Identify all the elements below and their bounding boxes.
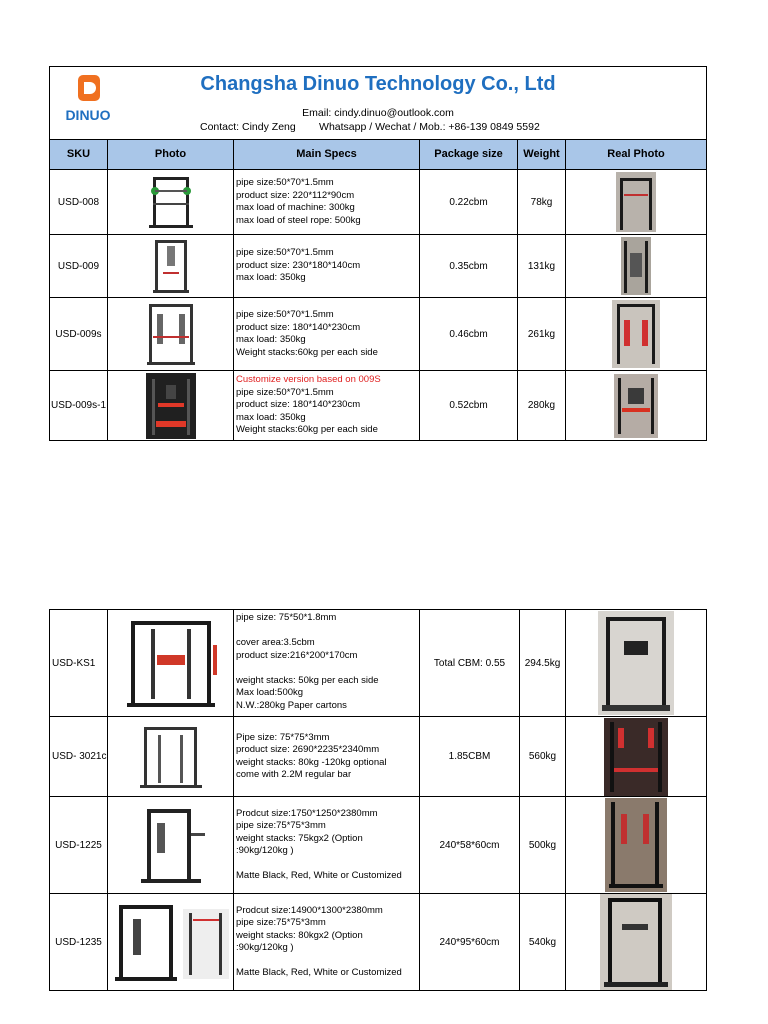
- sku-cell: USD-1225: [50, 797, 108, 893]
- table-header: [50, 139, 706, 170]
- weight-cell: 131kg: [518, 235, 566, 297]
- spec-line: product size:216*200*170cm: [236, 649, 358, 661]
- custom-version-note: Customize version based on 009S: [236, 374, 381, 386]
- package-size-cell: 240*95*60cm: [420, 894, 520, 990]
- product-photo: [108, 371, 234, 440]
- table-row: [50, 610, 706, 717]
- spec-line: max load of machine: 300kg: [236, 202, 355, 213]
- main-specs: [234, 797, 420, 893]
- spec-line: cover area:3.5cbm: [236, 637, 315, 648]
- weight-cell: 500kg: [520, 797, 566, 893]
- sku-cell: USD-008: [50, 170, 108, 234]
- table-row: [50, 797, 706, 894]
- spec-line: :90kg/120kg ): [236, 942, 294, 953]
- spec-line: weight stacks: 80kg -120kg optional: [236, 756, 387, 768]
- real-photo: [566, 235, 706, 297]
- spec-line: Matte Black, Red, White or Customized: [236, 967, 402, 978]
- col-package-size: Package size: [420, 140, 518, 169]
- spec-line: weight stacks: 50kg per each side: [236, 674, 379, 686]
- table-row: [50, 170, 706, 235]
- package-size-cell: 0.22cbm: [420, 170, 518, 234]
- spec-line: product size: 2690*2235*2340mm: [236, 744, 380, 755]
- product-photo: [108, 894, 234, 990]
- spec-line: Max load:500kg: [236, 687, 304, 698]
- spec-line: pipe size:50*70*1.5mm: [236, 309, 334, 320]
- main-specs: [234, 298, 420, 370]
- col-photo: Photo: [108, 140, 234, 169]
- sku-cell: USD-009s: [50, 298, 108, 370]
- spec-line: max load: 350kg: [236, 334, 306, 345]
- package-size-cell: 0.52cbm: [420, 371, 518, 440]
- table-row: [50, 717, 706, 797]
- product-photo: [108, 235, 234, 297]
- sku-cell: USD-1235: [50, 894, 108, 990]
- real-photo: [566, 170, 706, 234]
- package-size-cell: Total CBM: 0.55: [420, 610, 520, 716]
- weight-cell: 78kg: [518, 170, 566, 234]
- real-photo: [566, 371, 706, 440]
- spec-line: pipe size:75*75*3mm: [236, 917, 326, 928]
- real-photo: [566, 610, 706, 716]
- sku-cell: USD-KS1: [50, 610, 108, 716]
- spec-line: come with 2.2M regular bar: [236, 769, 352, 780]
- spec-line: pipe size:50*70*1.5mm: [236, 177, 334, 188]
- table-row: [50, 894, 706, 990]
- main-specs: [234, 170, 420, 234]
- spec-line: product size: 230*180*140cm: [236, 259, 361, 271]
- real-photo: [566, 298, 706, 370]
- spec-line: pipe size:50*70*1.5mm: [236, 247, 334, 259]
- spec-line: Matte Black, Red, White or Customized: [236, 870, 402, 881]
- real-photo: [566, 894, 706, 990]
- spec-line: :90kg/120kg ): [236, 845, 294, 856]
- spec-line: product size: 180*140*230cm: [236, 399, 361, 411]
- col-sku: SKU: [50, 140, 108, 169]
- spec-line: max load: 350kg: [236, 272, 306, 284]
- sku-cell: USD-009: [50, 235, 108, 297]
- logo-text: DINUO: [65, 107, 111, 123]
- package-size-cell: 0.46cbm: [420, 298, 518, 370]
- contact-line: Contact: Cindy Zeng Whatsapp / Wechat / Mob.: +86-139 0849 5592: [200, 121, 540, 133]
- spec-line: [236, 662, 379, 675]
- spec-line: max load of steel rope: 500kg: [236, 214, 361, 226]
- spec-line: Weight stacks:60kg per each side: [236, 346, 378, 358]
- main-specs: [234, 235, 420, 297]
- spec-line: Prodcut size:1750*1250*2380mm: [236, 807, 378, 819]
- product-photo: [108, 717, 234, 796]
- spec-line: pipe size:50*70*1.5mm: [236, 386, 334, 398]
- main-specs: [234, 371, 420, 440]
- spec-line: weight stacks: 80kgx2 (Option: [236, 929, 363, 941]
- real-photo: [566, 797, 706, 893]
- spec-line: [236, 955, 402, 968]
- contact-email: Email: cindy.dinuo@outlook.com: [302, 107, 454, 119]
- col-real-photo: Real Photo: [607, 148, 665, 160]
- weight-cell: 540kg: [520, 894, 566, 990]
- spec-line: pipe size: 75*50*1.8mm: [236, 612, 337, 623]
- product-photo: [108, 797, 234, 893]
- spec-line: pipe size:75*75*3mm: [236, 820, 326, 831]
- price-sheet-table-1: [49, 66, 707, 441]
- weight-cell: 261kg: [518, 298, 566, 370]
- price-sheet-table-2: [49, 609, 707, 991]
- real-photo: [566, 717, 706, 796]
- table-row: [50, 371, 706, 440]
- company-name: Changsha Dinuo Technology Co., Ltd: [200, 73, 556, 95]
- spec-line: product size: 220*112*90cm: [236, 189, 355, 201]
- col-main-specs: Main Specs: [234, 140, 420, 169]
- spec-line: weight stacks: 75kgx2 (Option: [236, 832, 363, 844]
- col-weight: Weight: [518, 140, 566, 169]
- package-size-cell: 1.85CBM: [420, 717, 520, 796]
- package-size-cell: 240*58*60cm: [420, 797, 520, 893]
- spec-line: Prodcut size:14900*1300*2380mm: [236, 904, 383, 916]
- weight-cell: 280kg: [518, 371, 566, 440]
- company-header: [50, 67, 706, 139]
- spec-line: Weight stacks:60kg per each side: [236, 424, 378, 436]
- product-photo: [108, 298, 234, 370]
- product-photo: [108, 170, 234, 234]
- spec-line: [236, 625, 379, 638]
- package-size-cell: 0.35cbm: [420, 235, 518, 297]
- main-specs: [234, 717, 420, 796]
- sku-cell: USD-009s-1: [50, 371, 108, 440]
- spec-line: Pipe size: 75*75*3mm: [236, 731, 330, 743]
- table-row: [50, 298, 706, 371]
- weight-cell: 294.5kg: [520, 610, 566, 716]
- spec-line: max load: 350kg: [236, 411, 306, 423]
- spec-line: N.W.:280kg Paper cartons: [236, 699, 347, 711]
- spec-line: [236, 858, 402, 871]
- spec-line: product size: 180*140*230cm: [236, 321, 361, 333]
- weight-cell: 560kg: [520, 717, 566, 796]
- main-specs: [234, 894, 420, 990]
- product-photo: [108, 610, 234, 716]
- table-row: [50, 235, 706, 298]
- sku-cell: USD- 3021c: [50, 717, 108, 796]
- main-specs: [234, 610, 420, 716]
